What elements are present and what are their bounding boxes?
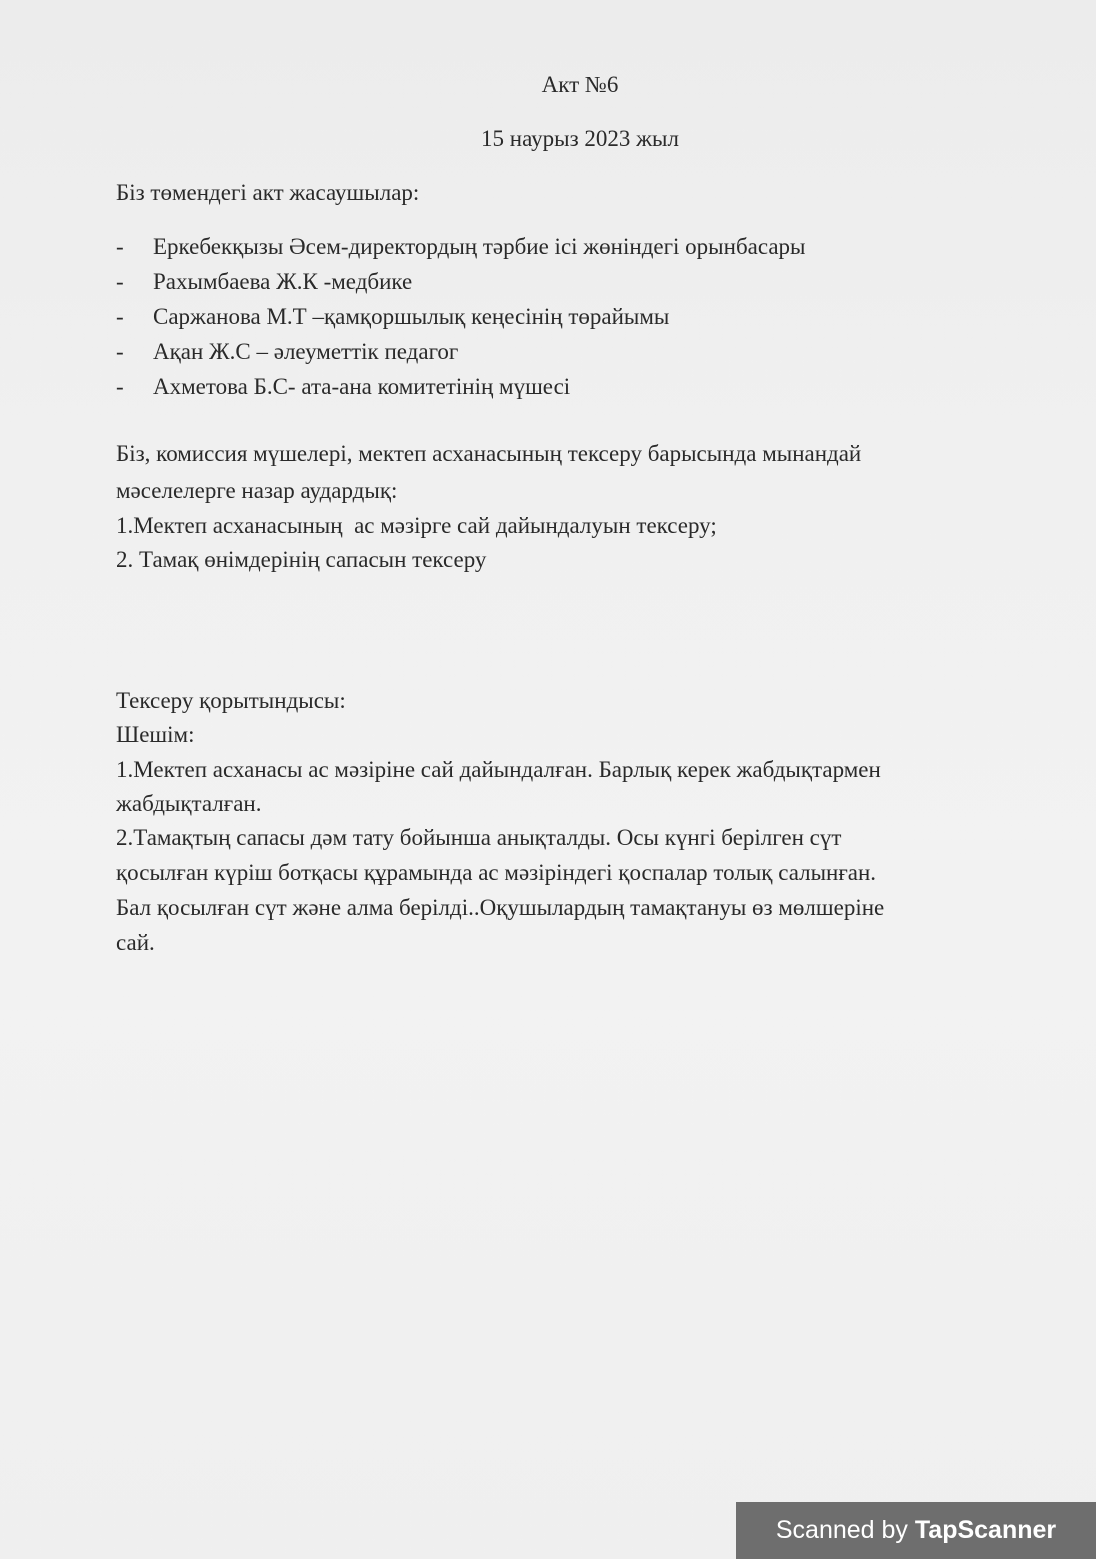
watermark-brand: TapScanner	[914, 1516, 1057, 1544]
commission-text-line2: мәселелерге назар аудардық:	[116, 478, 398, 503]
act-title: Акт №6	[541, 72, 619, 97]
list-marker: -	[116, 269, 124, 294]
decision-2-line3: Бал қосылған сүт және алма берілді..Оқушылардың тамақтануы өз мөлшеріне	[116, 895, 885, 920]
list-marker: -	[116, 234, 124, 259]
decision-2-line4: сай.	[116, 930, 155, 955]
watermark-prefix: Scanned by	[775, 1516, 915, 1544]
intro-text: Біз төмендегі акт жасаушылар:	[116, 180, 420, 205]
member-text: Саржанова М.Т –қамқоршылық кеңесінің төрайымы	[153, 304, 670, 329]
decision-heading: Шешім:	[116, 722, 195, 747]
decision-2-line2: қосылған күріш ботқасы құрамында ас мәзіріндегі қоспалар толық салынған.	[116, 860, 877, 885]
result-heading: Тексеру қорытындысы:	[116, 688, 346, 713]
member-text: Рахымбаева Ж.К -медбике	[153, 269, 413, 294]
decision-1-line1: 1.Мектеп асханасы ас мәзіріне сай дайындалған. Барлық керек жабдықтармен	[116, 757, 881, 782]
issue-1: 1.Мектеп асханасының ас мәзірге сай дайындалуын тексеру;	[116, 513, 717, 538]
commission-text-line1: Біз, комиссия мүшелері, мектеп асханасының тексеру барысында мынандай	[116, 441, 862, 466]
member-text: Ақан Ж.С – әлеуметтік педагог	[153, 339, 459, 364]
decision-1-line2: жабдықталған.	[116, 791, 262, 816]
scanner-watermark	[736, 1502, 1096, 1559]
list-marker: -	[116, 339, 124, 364]
member-text: Еркебекқызы Әсем-директордың тәрбие ісі жөніндегі орынбасары	[153, 234, 806, 259]
decision-2-line1: 2.Тамақтың сапасы дәм тату бойынша анықталды. Осы күнгі берілген сүт	[116, 825, 842, 850]
act-date: 15 наурыз 2023 жыл	[481, 126, 679, 151]
member-text: Ахметова Б.С- ата-ана комитетінің мүшесі	[153, 374, 571, 399]
list-marker: -	[116, 304, 124, 329]
list-marker: -	[116, 374, 124, 399]
issue-2: 2. Тамақ өнімдерінің сапасын тексеру	[116, 547, 487, 572]
